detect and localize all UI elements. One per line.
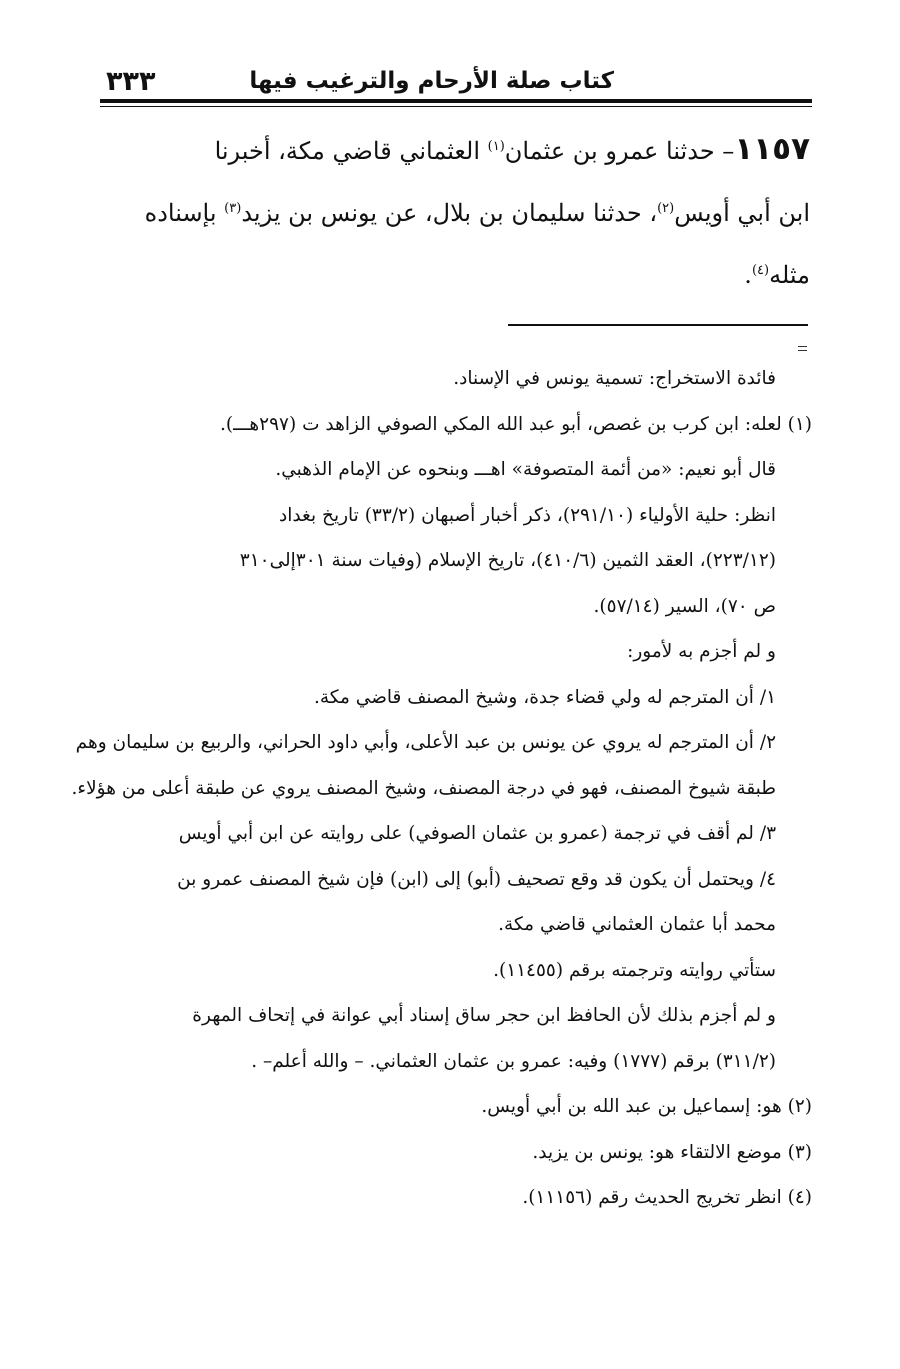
hadith-text-segment: العثماني قاضي مكة، أخبرنا — [214, 137, 488, 165]
footnote-ref-3[interactable]: (٣) — [224, 201, 242, 216]
hadith-line-3 — [98, 244, 810, 306]
hadith-text — [98, 118, 810, 306]
hadith-text-segment: مثله — [769, 261, 810, 289]
hadith-line-1 — [98, 118, 810, 182]
hadith-line-2 — [98, 182, 810, 244]
footnotes — [71, 356, 812, 1221]
header-rule-thick — [100, 99, 812, 103]
footnote-line: (٤) انظر تخريج الحديث رقم (١١١٥٦). — [522, 1187, 812, 1208]
footnote-ref-4[interactable]: (٤) — [751, 263, 770, 278]
footnote-line: (١) لعله: ابن كرب بن غصص، أبو عبد الله المكي الصوفي الزاهد ت (٢٩٧هـــ). — [220, 413, 812, 435]
footnote-line: ٣/ لم أقف في ترجمة (عمرو بن عثمان الصوفي) على روايته عن ابن أبي أويس — [178, 823, 776, 844]
footnote-line: ١/ أن المترجم له ولي قضاء جدة، وشيخ المصنف قاضي مكة. — [313, 686, 776, 708]
footnote-line: فائدة الاستخراج: تسمية يونس في الإسناد. — [453, 368, 776, 389]
hadith-number: ١١٥٧ — [734, 131, 810, 167]
footnote-line: انظر: حلية الأولياء (٢٩١/١٠)، ذكر أخبار أصبهان (٣٣/٢) تاريخ بغداد — [278, 504, 776, 526]
footnote-ref-1[interactable]: (١) — [487, 139, 505, 154]
footnote-line: و لم أجزم به لأمور: — [627, 641, 776, 662]
footnote-line: محمد أبا عثمان العثماني قاضي مكة. — [498, 914, 776, 935]
hadith-text-segment: . — [744, 261, 752, 289]
equals-mark — [798, 346, 807, 354]
hadith-text-segment: ، حدثنا سليمان بن بلال، عن يونس بن يزيد — [241, 199, 658, 227]
page-number: ٣٣٣ — [106, 66, 156, 97]
header-rule-thin — [100, 106, 812, 107]
footnote-separator — [508, 324, 808, 326]
footnote-line: ستأتي روايته وترجمته برقم (١١٤٥٥). — [493, 959, 776, 981]
footnote-line: (٢) هو: إسماعيل بن عبد الله بن أبي أويس. — [481, 1096, 812, 1117]
footnote-ref-2[interactable]: (٢) — [657, 201, 675, 216]
hadith-text-segment: بإسناده — [144, 199, 225, 227]
footnote-line: قال أبو نعيم: «من أئمة المتصوفة» اهـــ وبنحوه عن الإمام الذهبي. — [275, 459, 776, 480]
footnote-line: (٢٢٣/١٢)، العقد الثمين (٤١٠/٦)، تاريخ الإسلام (وفيات سنة ٣٠١إلى٣١٠ — [239, 550, 776, 571]
footnote-line: ٢/ أن المترجم له يروي عن يونس بن عبد الأعلى، وأبي داود الحراني، والربيع بن سليمان وهم — [75, 732, 776, 753]
hadith-text-segment: – حدثنا عمرو بن عثمان — [504, 137, 735, 165]
footnote-line: و لم أجزم بذلك لأن الحافظ ابن حجر ساق إسناد أبي عوانة في إتحاف المهرة — [192, 1005, 776, 1026]
footnote-line: ص ٧٠)، السير (٥٧/١٤). — [593, 595, 776, 617]
running-title: كتاب صلة الأرحام والترغيب فيها — [249, 68, 614, 94]
running-header — [100, 66, 810, 98]
footnote-line: ٤/ ويحتمل أن يكون قد وقع تصحيف (أبو) إلى (ابن) فإن شيخ المصنف عمرو بن — [177, 868, 776, 890]
hadith-text-segment: ابن أبي أويس — [674, 199, 810, 227]
footnote-line: (٣) موضع الالتقاء هو: يونس بن يزيد. — [532, 1141, 812, 1163]
footnote-line: (٣١١/٢) برقم (١٧٧٧) وفيه: عمرو بن عثمان العثماني. – والله أعلم– . — [251, 1050, 776, 1072]
footnote-line: طبقة شيوخ المصنف، فهو في درجة المصنف، وشيخ المصنف يروي عن طبقة أعلى من هؤلاء. — [71, 777, 776, 799]
